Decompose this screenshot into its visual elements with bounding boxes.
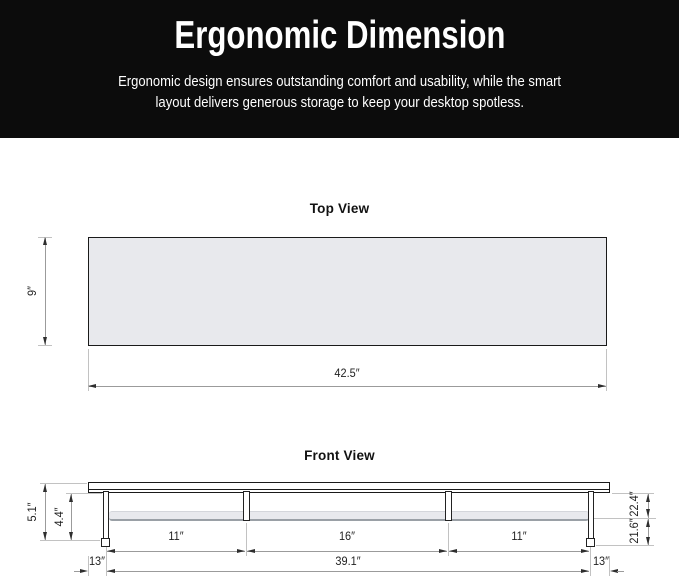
dim-arrow-down-icon [43, 337, 47, 345]
dim-arrow-down-icon [646, 509, 650, 517]
width-dimension-label: 42.5″ [334, 368, 360, 380]
upper-right-dimension-label: 22.4″ [629, 491, 641, 517]
bay-left-dimension-line [107, 551, 245, 552]
depth-dimension-line [45, 238, 46, 345]
front-view-foot-left [101, 538, 110, 547]
extension-line [606, 349, 607, 391]
bay-left-dimension-label: 11″ [168, 531, 184, 543]
extension-line [596, 545, 654, 546]
clearance-height-dimension-label: 4.4″ [54, 507, 66, 527]
header-subtitle [0, 71, 679, 113]
dim-arrow-left-icon [107, 569, 115, 573]
extension-line [609, 556, 610, 576]
dim-arrow-left-icon [247, 549, 255, 553]
dim-arrow-up-icon [43, 484, 47, 492]
dim-arrow-down-icon [69, 532, 73, 540]
overhang-right-dimension-label: 13″ [592, 556, 610, 568]
base-width-dimension-label: 39.1″ [335, 556, 361, 568]
dim-arrow-up-icon [69, 494, 73, 502]
subtitle-line-1-text: Ergonomic design ensures outstanding comfort and usability, while the smart [118, 73, 561, 90]
front-view-leg-inner-left [243, 491, 250, 521]
total-height-dimension-label: 5.1″ [27, 502, 39, 522]
front-view-foot-right [586, 538, 595, 547]
page-title-text: Ergonomic Dimension [173, 14, 506, 57]
bay-right-dimension-label: 11″ [511, 531, 527, 543]
lower-right-dimension-label: 21.6″ [629, 518, 641, 544]
dim-arrow-up-icon [43, 237, 47, 245]
header-banner [0, 0, 679, 138]
extension-line [106, 556, 107, 576]
top-view-title: Top View [309, 201, 370, 216]
width-dimension-line [89, 386, 606, 387]
base-width-dimension-line [107, 571, 589, 572]
front-view-lower-shelf [109, 511, 589, 521]
page-title [0, 14, 679, 58]
dim-arrow-down-icon [43, 532, 47, 540]
subtitle-line-1 [0, 71, 679, 92]
dim-arrow-up-icon [646, 519, 650, 527]
extension-line [590, 556, 591, 576]
overhang-right-leader-line [617, 571, 624, 572]
top-view-desk-surface [88, 237, 607, 346]
front-view-leg-outer-right [588, 491, 594, 539]
extension-line [590, 547, 591, 556]
dim-arrow-down-icon [646, 537, 650, 545]
dim-arrow-left-icon [88, 384, 96, 388]
bay-center-dimension-label: 16″ [338, 531, 356, 543]
front-view-leg-outer-left [103, 491, 109, 539]
extension-line [40, 540, 100, 541]
bay-center-dimension-line [247, 551, 447, 552]
depth-dimension-label: 9″ [27, 286, 39, 296]
dim-arrow-right-icon [598, 384, 606, 388]
dim-arrow-right-icon [80, 569, 88, 573]
front-view-title: Front View [304, 448, 375, 463]
extension-line [38, 345, 52, 346]
dim-arrow-right-icon [237, 549, 245, 553]
dim-arrow-right-icon [581, 549, 589, 553]
subtitle-line-2-text: layout delivers generous storage to keep your desktop spotless. [155, 94, 524, 111]
bay-right-dimension-line [449, 551, 589, 552]
overhang-left-dimension-label: 13″ [88, 556, 106, 568]
dim-arrow-right-icon [439, 549, 447, 553]
dim-arrow-right-icon [581, 569, 589, 573]
dim-arrow-left-icon [449, 549, 457, 553]
front-view-leg-inner-right [445, 491, 452, 521]
extension-line [40, 483, 87, 484]
subtitle-line-2 [0, 92, 679, 113]
dim-arrow-up-icon [646, 494, 650, 502]
dim-arrow-left-icon [107, 549, 115, 553]
front-view-top-shelf [88, 482, 610, 493]
